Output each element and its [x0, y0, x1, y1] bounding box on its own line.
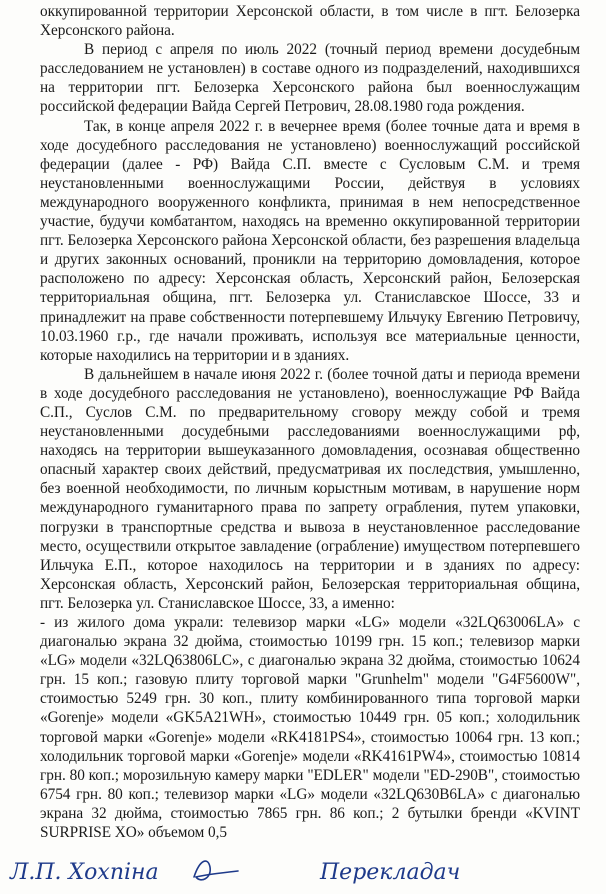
signature-left-text: Л.П. Хохпіна — [10, 860, 159, 885]
signature-mark — [186, 849, 246, 889]
signature-left — [8, 847, 178, 891]
signature-scribble — [194, 861, 238, 880]
signature-area — [0, 843, 606, 894]
paragraph-continuation: оккупированной территории Херсонской области, в том числе в пгт. Белозерка Херсонского района. — [40, 3, 580, 40]
signature-right — [318, 847, 518, 891]
paragraph-robbery: В дальнейшем в начале июня 2022 г. (более точной даты и периода времени в ходе досудебного расследования не установлено), военнослужащие РФ Вайда С.П., Суслов С.М. по предварительному сговору между собой и тремя неустановленными досудебными расследованиями военнослужащими рф, находясь на территории вышеуказанного домовладения, осознавая общественно опасный характер своих действий, предусматривая их последствия, умышленно, без военной необходимости, по личным корыстным мотивам, в нарушение норм международного гуманитарного права по запрету ограбления, путем упаковки, погрузки в транспортные средства и вывоза в неустановленное расследование место, осуществили открытое завладение (ограбление) имуществом потерпевшего Ильчука Е.П., которое находилось на территории и в зданиях по адресу: Херсонская область, Херсонский район, Белозерская территориальная община, пгт. Белозерка ул. Станиславское Шоссе, 33, а именно: — [40, 365, 580, 612]
document-body — [40, 2, 580, 842]
paragraph-stolen-items: - из жилого дома украли: телевизор марки «LG» модели «32LQ63006LA» с диагональю экрана 32 дюйма, стоимостью 10199 грн. 15 коп.; телевизор марки «LG» модели «32LQ63806LC», с диагональю экрана 32 дюйма, стоимостью 10624 грн. 15 коп.; газовую плиту торговой марки "Grunhelm" модели "G4F5600W", стоимостью 5249 грн. 30 коп., плиту комбинированного типа торговой марки «Gorenje» модели «GK5A21WH», стоимостью 10449 грн. 05 коп.; холодильник торговой марки «Gorenje» модели «RK4181PS4», стоимостью 10064 грн. 13 коп.; холодильник торговой марки «Gorenje» модели «RK4161PW4», стоимостью 10814 грн. 80 коп.; морозильную камеру марки "EDLER" модели "ED-290B", стоимостью 6754 грн. 80 коп.; телевизор марки «LG» модели «32LQ630B6LA» с диагональю экрана 32 дюйма, стоимостью 7865 грн. 86 коп.; 2 бутылки бренди «KVINT SURPRISE XO» объемом 0,5 — [40, 614, 580, 842]
signature-right-text: Перекладач — [320, 860, 461, 885]
paragraph-occupation: Так, в конце апреля 2022 г. в вечернее время (более точные дата и время в ходе досудебного расследования не установлено) военнослужащий российской федерации (далее - РФ) Вайда С.П. вместе с Сусловым С.М. и тремя неустановленными военнослужащими России, действуя в условиях международного вооруженного конфликта, принимая в нем непосредственное участие, будучи комбатантом, находясь на временно оккупированной территории пгт. Белозерка Херсонского района Херсонской области, без разрешения владельца и других законных оснований, проникли на территорию домовладения, которое расположено по адресу: Херсонская область, Херсонский район, Белозерская территориальная община, пгт. Белозерка ул. Станиславское Шоссе, 33 и принадлежит на праве собственности потерпевшему Ильчуку Евгению Петровичу, 10.03.1960 г.р., где начали проживать, используя все материальные ценности, которые находились на территории и в зданиях. — [40, 117, 580, 364]
paragraph-period: В период с апреля по июль 2022 (точный период времени досудебным расследованием не установлен) в составе одного из подразделений, находившихся на территории пгт. Белозерка Херсонского района был военнослужащим российской федерации Вайда Сергей Петрович, 28.08.1980 года рождения. — [40, 41, 580, 116]
